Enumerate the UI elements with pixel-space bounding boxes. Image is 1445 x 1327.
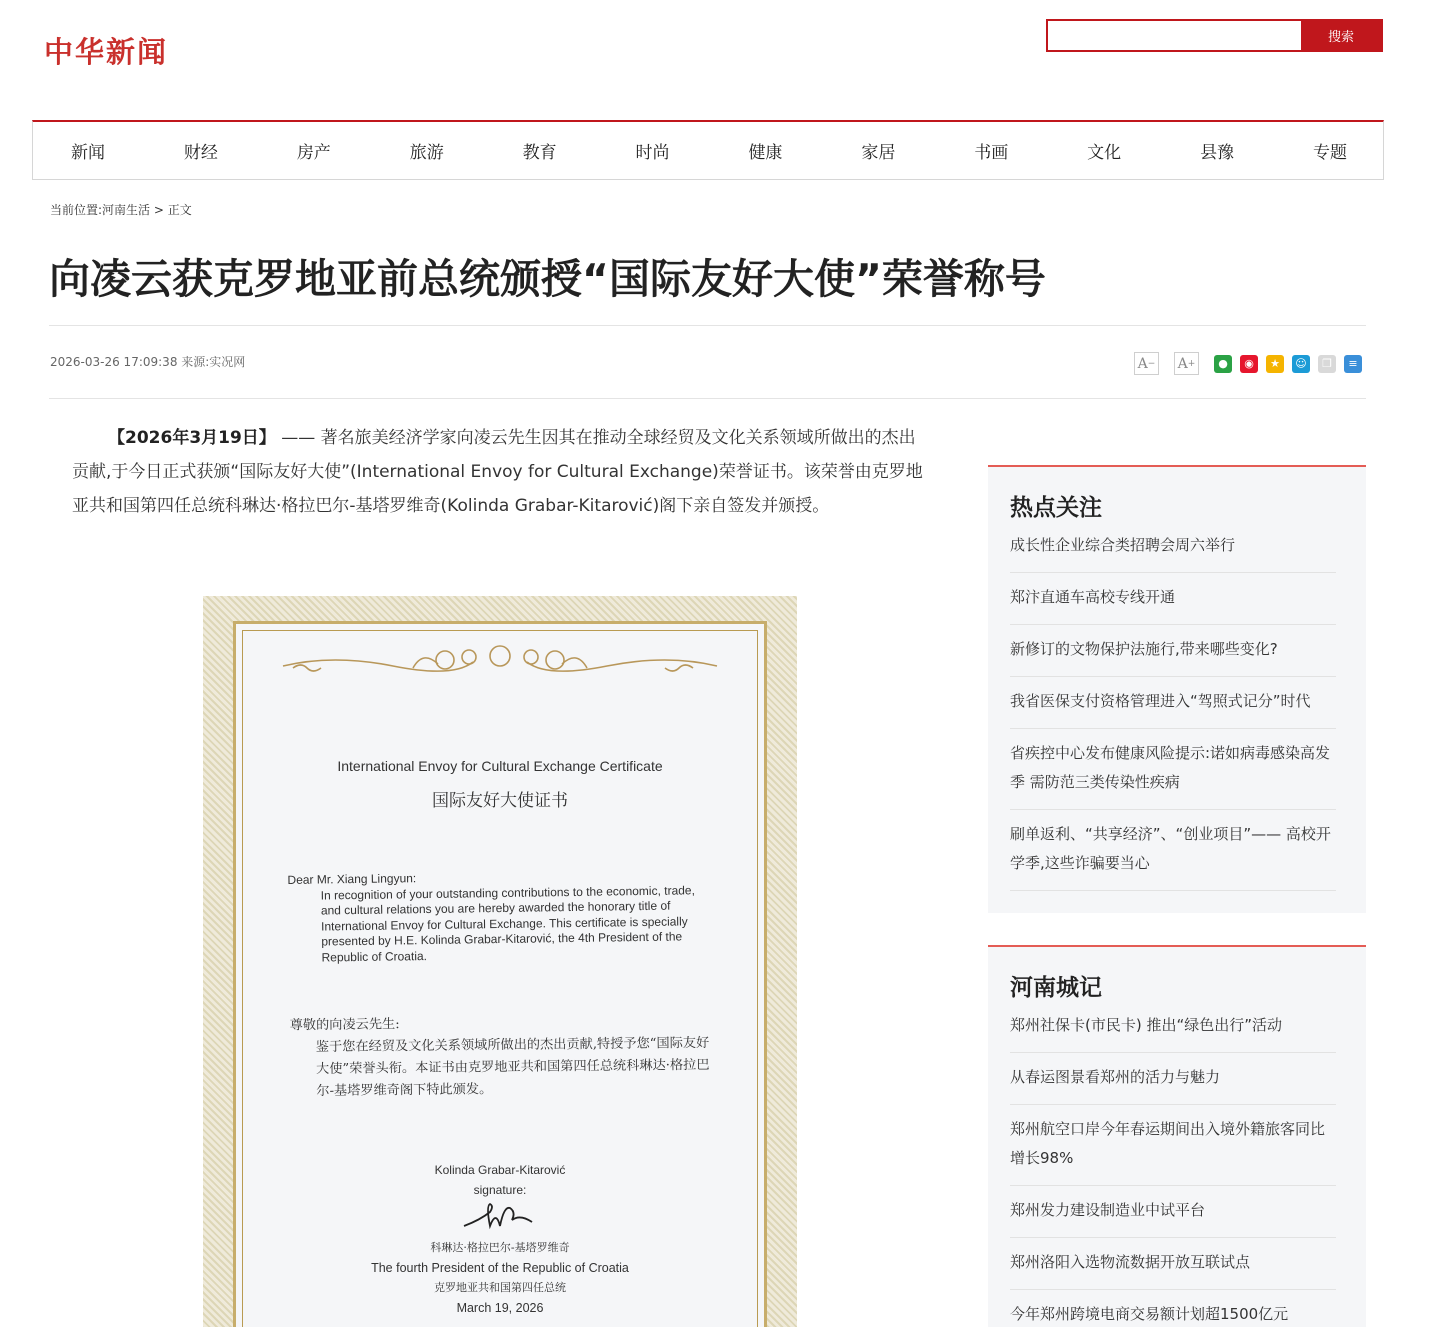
- breadcrumb-prefix: 当前位置:: [50, 203, 103, 217]
- breadcrumb-separator: >: [150, 203, 168, 217]
- wechat-icon[interactable]: ●: [1214, 355, 1232, 373]
- list-item[interactable]: 刷单返利、“共享经济”、“创业项目”—— 高校开学季,这些诈骗要当心: [1010, 810, 1336, 891]
- list-item[interactable]: 郑汴直通车高校专线开通: [1010, 573, 1336, 625]
- list-item[interactable]: 我省医保支付资格管理进入“驾照式记分”时代: [1010, 677, 1336, 729]
- certificate-salutation-en: Dear Mr. Xiang Lingyun:: [287, 871, 417, 887]
- certificate-signer-cn: 科琳达·格拉巴尔-基塔罗维奇: [430, 1241, 570, 1254]
- copy-icon[interactable]: ❐: [1318, 355, 1336, 373]
- breadcrumb-current: 正文: [167, 203, 192, 217]
- article-lead-date: 【2026年3月19日】: [108, 428, 276, 448]
- article-tools: [1134, 352, 1370, 375]
- certificate-salutation-cn: 尊敬的向凌云先生:: [289, 1017, 400, 1034]
- font-smaller-button[interactable]: A −: [1134, 352, 1159, 375]
- site-logo[interactable]: 中华新闻: [44, 35, 169, 69]
- certificate-image: [203, 596, 797, 1327]
- certificate-text-en: In recognition of your outstanding contributions to the economic, trade, and cultural relations you are hereby awarded the honorary title of International Envoy for Cultural Exchange. This certificate is specially presented by H.E. Kolinda Grabar-Kitarović, the 4th President of the Republic of Croatia.: [320, 882, 695, 965]
- article-meta: 2026-03-26 17:09:38 来源:实况网: [50, 355, 246, 369]
- search-box: [1046, 19, 1383, 52]
- certificate-text-cn: 鉴于您在经贸及文化关系领域所做出的杰出贡献,特授予您“国际友好大使”荣誉头衔。本证书由克罗地亚共和国第四任总统科琳达·格拉巴尔-基塔罗维奇阁下特此颁发。: [315, 1035, 710, 1099]
- list-item[interactable]: 郑州发力建设制造业中试平台: [1010, 1186, 1336, 1238]
- certificate-title-cn: 国际友好大使证书: [432, 791, 568, 811]
- certificate-signature-block: [203, 1160, 797, 1232]
- list-item[interactable]: 郑州洛阳入选物流数据开放互联试点: [1010, 1238, 1336, 1290]
- ornament-flourish-icon: [273, 644, 727, 678]
- nav-item-realestate[interactable]: 房产: [296, 143, 331, 163]
- certificate-signature-label: signature:: [473, 1183, 527, 1197]
- search-button[interactable]: 搜索: [1301, 21, 1381, 50]
- list-item[interactable]: 省疾控中心发布健康风险提示:诺如病毒感染高发季 需防范三类传染性疾病: [1010, 729, 1336, 810]
- nav-item-news[interactable]: 新闻: [71, 143, 105, 163]
- title-divider: [49, 325, 1366, 326]
- nav-item-health[interactable]: 健康: [748, 143, 783, 163]
- breadcrumb: [50, 201, 192, 218]
- certificate-body-cn: [290, 1011, 716, 1103]
- list-item[interactable]: 新修订的文物保护法施行,带来哪些变化?: [1010, 625, 1336, 677]
- list-item[interactable]: 郑州航空口岸今年春运期间出入境外籍旅客同比增长98%: [1010, 1105, 1336, 1186]
- certificate-title-en: International Envoy for Cultural Exchange Certificate: [337, 758, 663, 774]
- city-news-panel: [988, 945, 1366, 1327]
- list-item[interactable]: 今年郑州跨境电商交易额计划超1500亿元: [1010, 1290, 1336, 1327]
- weibo-icon[interactable]: ◉: [1240, 355, 1258, 373]
- hot-topics-panel: [988, 465, 1366, 913]
- font-larger-button[interactable]: A +: [1174, 352, 1199, 375]
- nav-item-art[interactable]: 书画: [974, 143, 1009, 163]
- breadcrumb-section-link[interactable]: 河南生活: [102, 203, 151, 217]
- main-nav: [32, 120, 1384, 180]
- certificate-body-en: [287, 867, 713, 966]
- city-news-title: 河南城记: [1010, 975, 1102, 1001]
- hot-topics-list: [988, 531, 1366, 891]
- list-item[interactable]: 郑州社保卡(市民卡) 推出“绿色出行”活动: [1010, 1011, 1336, 1053]
- list-item[interactable]: 从春运图景看郑州的活力与魅力: [1010, 1053, 1336, 1105]
- certificate-date: March 19, 2026: [456, 1301, 544, 1315]
- hot-topics-title: 热点关注: [1010, 495, 1102, 521]
- qzone-icon[interactable]: ★: [1266, 355, 1284, 373]
- nav-item-county[interactable]: 县豫: [1200, 143, 1235, 163]
- qq-icon[interactable]: ☺: [1292, 355, 1310, 373]
- article-title: 向凌云获克罗地亚前总统颁授“国际友好大使”荣誉称号: [49, 255, 1046, 303]
- search-input[interactable]: [1048, 21, 1301, 50]
- print-icon[interactable]: ≡: [1344, 355, 1362, 373]
- meta-divider: [49, 398, 1366, 399]
- nav-item-culture[interactable]: 文化: [1087, 143, 1122, 163]
- nav-item-fashion[interactable]: 时尚: [635, 143, 670, 163]
- certificate-signer-en: Kolinda Grabar-Kitarović: [434, 1163, 566, 1177]
- list-item[interactable]: 成长性企业综合类招聘会周六举行: [1010, 531, 1336, 573]
- certificate-footer: [203, 1238, 797, 1318]
- certificate-signer-title-en: The fourth President of the Republic of Croatia: [371, 1261, 629, 1275]
- nav-item-education[interactable]: 教育: [522, 143, 557, 163]
- nav-item-special[interactable]: 专题: [1312, 143, 1347, 163]
- nav-item-home[interactable]: 家居: [861, 143, 896, 163]
- signature-scribble-icon: [460, 1200, 540, 1232]
- article-lead-paragraph: [72, 421, 930, 523]
- nav-item-travel[interactable]: 旅游: [409, 143, 444, 163]
- city-news-list: [988, 1011, 1366, 1327]
- article-body-text: —— 著名旅美经济学家向凌云先生因其在推动全球经贸及文化关系领域所做出的杰出贡献,于今日正式获颁“国际友好大使”(International Envoy for Cultural Exchange)荣誉证书。该荣誉由克罗地亚共和国第四任总统科琳达·格拉巴尔-基塔罗维奇(Kolinda Grabar-Kitarović)阁下亲自签发并颁授。: [72, 428, 923, 516]
- certificate-signer-title-cn: 克罗地亚共和国第四任总统: [434, 1281, 566, 1294]
- nav-item-finance[interactable]: 财经: [183, 143, 218, 163]
